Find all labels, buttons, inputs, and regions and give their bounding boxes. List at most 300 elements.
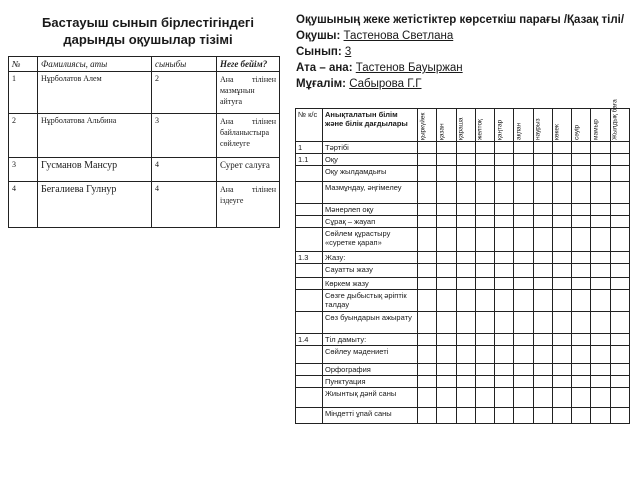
grade-cell[interactable] bbox=[552, 346, 571, 364]
grade-cell[interactable] bbox=[475, 364, 494, 376]
grade-cell[interactable] bbox=[572, 216, 591, 228]
grade-cell[interactable] bbox=[572, 228, 591, 252]
gifted-students-table bbox=[8, 56, 280, 228]
row-num bbox=[296, 408, 323, 424]
grade-cell[interactable] bbox=[475, 278, 494, 290]
grade-cell[interactable] bbox=[437, 388, 456, 408]
assessment-header bbox=[296, 12, 636, 92]
grade-cell[interactable] bbox=[572, 364, 591, 376]
grade-cell[interactable] bbox=[610, 204, 629, 216]
grade-cell[interactable] bbox=[475, 142, 494, 154]
row-num bbox=[296, 204, 323, 216]
grade-cell[interactable] bbox=[418, 166, 437, 182]
grade-cell[interactable] bbox=[456, 334, 475, 346]
grade-cell[interactable] bbox=[572, 376, 591, 388]
row-name: Гусманов Мансур bbox=[38, 158, 152, 182]
row-num bbox=[296, 376, 323, 388]
row-num bbox=[296, 346, 323, 364]
grade-cell[interactable] bbox=[418, 408, 437, 424]
grade-cell[interactable] bbox=[591, 166, 610, 182]
grade-cell[interactable] bbox=[552, 264, 571, 278]
class-line bbox=[296, 44, 636, 60]
grade-cell[interactable] bbox=[533, 142, 552, 154]
table-row bbox=[296, 182, 630, 204]
table-row bbox=[296, 154, 630, 166]
table-row bbox=[9, 114, 280, 158]
parent-label: Ата – ана: bbox=[296, 62, 353, 74]
grade-cell[interactable] bbox=[591, 216, 610, 228]
row-num bbox=[296, 312, 323, 334]
grade-cell[interactable] bbox=[437, 346, 456, 364]
grade-cell[interactable] bbox=[475, 388, 494, 408]
assessment-header-row bbox=[296, 109, 630, 142]
month-header: ақпан bbox=[514, 109, 533, 142]
row-item: Сауатты жазу bbox=[323, 264, 418, 278]
grade-cell[interactable] bbox=[610, 364, 629, 376]
grade-cell[interactable] bbox=[591, 312, 610, 334]
header-num: № bbox=[9, 57, 38, 72]
grade-cell[interactable] bbox=[495, 312, 514, 334]
grade-cell[interactable] bbox=[514, 264, 533, 278]
table-row bbox=[296, 252, 630, 264]
grade-cell[interactable] bbox=[552, 216, 571, 228]
grade-cell[interactable] bbox=[437, 166, 456, 182]
grade-cell[interactable] bbox=[591, 182, 610, 204]
grade-cell[interactable] bbox=[418, 252, 437, 264]
student-line bbox=[296, 28, 636, 44]
grade-cell[interactable] bbox=[514, 334, 533, 346]
grade-cell[interactable] bbox=[514, 154, 533, 166]
grade-cell[interactable] bbox=[475, 408, 494, 424]
grade-cell[interactable] bbox=[456, 346, 475, 364]
grade-cell[interactable] bbox=[552, 182, 571, 204]
grade-cell[interactable] bbox=[495, 346, 514, 364]
grade-cell[interactable] bbox=[475, 182, 494, 204]
row-item: Көркем жазу bbox=[323, 278, 418, 290]
grade-cell[interactable] bbox=[437, 142, 456, 154]
grade-cell[interactable] bbox=[437, 154, 456, 166]
grade-cell[interactable] bbox=[456, 278, 475, 290]
row-num: 1.1 bbox=[296, 154, 323, 166]
grade-cell[interactable] bbox=[456, 228, 475, 252]
table-row bbox=[296, 216, 630, 228]
row-skill: Ана тілінен байланыстыра сөйлеуге bbox=[217, 114, 280, 158]
grade-cell[interactable] bbox=[437, 264, 456, 278]
grade-cell[interactable] bbox=[437, 290, 456, 312]
header-name: Фамилиясы, аты bbox=[38, 57, 152, 72]
achievement-table bbox=[295, 99, 630, 424]
table-row bbox=[296, 142, 630, 154]
grade-cell[interactable] bbox=[533, 346, 552, 364]
grade-cell[interactable] bbox=[418, 346, 437, 364]
grade-cell[interactable] bbox=[572, 264, 591, 278]
month-header: қараша bbox=[456, 109, 475, 142]
grade-cell[interactable] bbox=[437, 252, 456, 264]
grade-cell[interactable] bbox=[437, 204, 456, 216]
table-row bbox=[296, 264, 630, 278]
grade-cell[interactable] bbox=[591, 388, 610, 408]
grade-cell[interactable] bbox=[418, 364, 437, 376]
grade-cell[interactable] bbox=[418, 278, 437, 290]
row-name: Нұрболатова Альбина bbox=[38, 114, 152, 158]
row-num bbox=[296, 216, 323, 228]
grade-cell[interactable] bbox=[418, 154, 437, 166]
grade-cell[interactable] bbox=[514, 364, 533, 376]
table-row bbox=[296, 290, 630, 312]
grade-cell[interactable] bbox=[533, 364, 552, 376]
row-num bbox=[296, 290, 323, 312]
grade-cell[interactable] bbox=[552, 334, 571, 346]
student-label: Оқушы: bbox=[296, 30, 341, 42]
grade-cell[interactable] bbox=[533, 290, 552, 312]
grade-cell[interactable] bbox=[514, 278, 533, 290]
grade-cell[interactable] bbox=[418, 388, 437, 408]
grade-cell[interactable] bbox=[591, 252, 610, 264]
grade-cell[interactable] bbox=[418, 228, 437, 252]
grade-cell[interactable] bbox=[572, 346, 591, 364]
grade-cell[interactable] bbox=[456, 364, 475, 376]
grade-cell[interactable] bbox=[475, 376, 494, 388]
grade-cell[interactable] bbox=[552, 142, 571, 154]
month-header: сәуір bbox=[572, 109, 591, 142]
grade-cell[interactable] bbox=[437, 312, 456, 334]
grade-cell[interactable] bbox=[533, 182, 552, 204]
grade-cell[interactable] bbox=[591, 364, 610, 376]
table-row bbox=[296, 408, 630, 424]
teacher-line bbox=[296, 76, 636, 92]
grade-cell[interactable] bbox=[437, 216, 456, 228]
month-header: қаңтар bbox=[495, 109, 514, 142]
grade-cell[interactable] bbox=[533, 166, 552, 182]
grade-cell[interactable] bbox=[591, 154, 610, 166]
grade-cell[interactable] bbox=[591, 142, 610, 154]
row-class: 3 bbox=[152, 114, 217, 158]
table-row bbox=[296, 364, 630, 376]
row-item: Тәртібі bbox=[323, 142, 418, 154]
grade-cell[interactable] bbox=[418, 334, 437, 346]
grade-cell[interactable] bbox=[495, 216, 514, 228]
grade-cell[interactable] bbox=[437, 376, 456, 388]
table-row bbox=[9, 182, 280, 228]
grade-cell[interactable] bbox=[591, 264, 610, 278]
row-num bbox=[296, 228, 323, 252]
table-row bbox=[9, 72, 280, 114]
grade-cell[interactable] bbox=[552, 408, 571, 424]
row-class: 4 bbox=[152, 158, 217, 182]
grade-cell[interactable] bbox=[456, 216, 475, 228]
row-name: Нұрболатов Алем bbox=[38, 72, 152, 114]
table-header-row bbox=[9, 57, 280, 72]
header-skill: Неге бейім? bbox=[217, 57, 280, 72]
grade-cell[interactable] bbox=[572, 388, 591, 408]
grade-cell[interactable] bbox=[514, 204, 533, 216]
grade-cell[interactable] bbox=[572, 166, 591, 182]
grade-cell[interactable] bbox=[610, 216, 629, 228]
table-row bbox=[296, 278, 630, 290]
grade-cell[interactable] bbox=[495, 166, 514, 182]
grade-cell[interactable] bbox=[533, 204, 552, 216]
parent-line bbox=[296, 60, 636, 76]
grade-cell[interactable] bbox=[456, 264, 475, 278]
grade-cell[interactable] bbox=[418, 264, 437, 278]
grade-cell[interactable] bbox=[533, 278, 552, 290]
month-header: наурыз bbox=[533, 109, 552, 142]
table-row bbox=[296, 312, 630, 334]
grade-cell[interactable] bbox=[456, 142, 475, 154]
row-skill: Сурет салуға bbox=[217, 158, 280, 182]
grade-cell[interactable] bbox=[572, 182, 591, 204]
grade-cell[interactable] bbox=[514, 312, 533, 334]
grade-cell[interactable] bbox=[591, 408, 610, 424]
header-class: сыныбы bbox=[152, 57, 217, 72]
grade-cell[interactable] bbox=[437, 182, 456, 204]
assessment-title: Оқушының жеке жетістіктер көрсеткіш парағы /Қазақ тілі/ bbox=[296, 14, 625, 26]
grade-cell[interactable] bbox=[610, 408, 629, 424]
row-item: Сұрақ – жауап bbox=[323, 216, 418, 228]
grade-cell[interactable] bbox=[475, 346, 494, 364]
grade-cell[interactable] bbox=[552, 290, 571, 312]
grade-cell[interactable] bbox=[533, 312, 552, 334]
row-item: Сөз буындарын ажырату bbox=[323, 312, 418, 334]
grade-cell[interactable] bbox=[495, 204, 514, 216]
grade-cell[interactable] bbox=[552, 252, 571, 264]
grade-cell[interactable] bbox=[456, 376, 475, 388]
grade-cell[interactable] bbox=[456, 408, 475, 424]
row-item: Жиынтық дәнй саны bbox=[323, 388, 418, 408]
grade-cell[interactable] bbox=[552, 376, 571, 388]
grade-cell[interactable] bbox=[495, 290, 514, 312]
grade-cell[interactable] bbox=[610, 166, 629, 182]
grade-cell[interactable] bbox=[495, 142, 514, 154]
grade-cell[interactable] bbox=[495, 228, 514, 252]
grade-cell[interactable] bbox=[572, 278, 591, 290]
grade-cell[interactable] bbox=[533, 408, 552, 424]
assessment-body bbox=[296, 142, 630, 424]
grade-cell[interactable] bbox=[456, 312, 475, 334]
grade-cell[interactable] bbox=[456, 182, 475, 204]
row-num: 1.3 bbox=[296, 252, 323, 264]
grade-cell[interactable] bbox=[572, 154, 591, 166]
grade-cell[interactable] bbox=[437, 278, 456, 290]
grade-cell[interactable] bbox=[437, 228, 456, 252]
grade-cell[interactable] bbox=[610, 154, 629, 166]
grade-cell[interactable] bbox=[514, 216, 533, 228]
row-item: Орфография bbox=[323, 364, 418, 376]
student-value: Тастенова Светлана bbox=[343, 30, 454, 42]
grade-cell[interactable] bbox=[418, 142, 437, 154]
grade-cell[interactable] bbox=[456, 204, 475, 216]
grade-cell[interactable] bbox=[418, 182, 437, 204]
grade-cell[interactable] bbox=[610, 376, 629, 388]
row-item: Оқу жылдамдығы bbox=[323, 166, 418, 182]
grade-cell[interactable] bbox=[456, 154, 475, 166]
month-header: Жылдық баға bbox=[610, 109, 629, 142]
grade-cell[interactable] bbox=[514, 376, 533, 388]
grade-cell[interactable] bbox=[552, 166, 571, 182]
grade-cell[interactable] bbox=[610, 334, 629, 346]
grade-cell[interactable] bbox=[572, 312, 591, 334]
grade-cell[interactable] bbox=[552, 312, 571, 334]
row-item: Сөйлем құрастыру «суретке қарап» bbox=[323, 228, 418, 252]
grade-cell[interactable] bbox=[552, 228, 571, 252]
grade-cell[interactable] bbox=[456, 290, 475, 312]
grade-cell[interactable] bbox=[418, 204, 437, 216]
grade-cell[interactable] bbox=[610, 252, 629, 264]
grade-cell[interactable] bbox=[610, 182, 629, 204]
grade-cell[interactable] bbox=[533, 216, 552, 228]
grade-cell[interactable] bbox=[552, 154, 571, 166]
grade-cell[interactable] bbox=[533, 388, 552, 408]
row-skill: Ана тілінен мазмұнын айтуға bbox=[217, 72, 280, 114]
table-row bbox=[9, 158, 280, 182]
grade-cell[interactable] bbox=[514, 290, 533, 312]
grade-cell[interactable] bbox=[591, 346, 610, 364]
row-num bbox=[296, 264, 323, 278]
grade-cell[interactable] bbox=[610, 312, 629, 334]
grade-cell[interactable] bbox=[495, 408, 514, 424]
row-item: Сөйлеу мәдениеті bbox=[323, 346, 418, 364]
grade-cell[interactable] bbox=[591, 290, 610, 312]
table-row bbox=[296, 228, 630, 252]
grade-cell[interactable] bbox=[495, 252, 514, 264]
grade-cell[interactable] bbox=[610, 346, 629, 364]
row-item: Пунктуация bbox=[323, 376, 418, 388]
grade-cell[interactable] bbox=[437, 334, 456, 346]
grade-cell[interactable] bbox=[552, 278, 571, 290]
row-num bbox=[296, 182, 323, 204]
row-num: 1 bbox=[296, 142, 323, 154]
grade-cell[interactable] bbox=[591, 228, 610, 252]
grade-cell[interactable] bbox=[591, 376, 610, 388]
grade-cell[interactable] bbox=[610, 228, 629, 252]
grade-cell[interactable] bbox=[418, 376, 437, 388]
grade-cell[interactable] bbox=[456, 252, 475, 264]
row-num: 3 bbox=[9, 158, 38, 182]
grade-cell[interactable] bbox=[533, 252, 552, 264]
grade-cell[interactable] bbox=[552, 204, 571, 216]
grade-cell[interactable] bbox=[514, 346, 533, 364]
grade-cell[interactable] bbox=[418, 312, 437, 334]
month-header: мамыр bbox=[591, 109, 610, 142]
grade-cell[interactable] bbox=[475, 204, 494, 216]
table-row bbox=[296, 376, 630, 388]
grade-cell[interactable] bbox=[514, 182, 533, 204]
grade-cell[interactable] bbox=[514, 252, 533, 264]
grade-cell[interactable] bbox=[533, 334, 552, 346]
grade-cell[interactable] bbox=[514, 388, 533, 408]
grade-cell[interactable] bbox=[610, 290, 629, 312]
grade-cell[interactable] bbox=[437, 408, 456, 424]
grade-cell[interactable] bbox=[437, 364, 456, 376]
grade-cell[interactable] bbox=[610, 264, 629, 278]
class-value: 3 bbox=[344, 46, 352, 58]
grade-cell[interactable] bbox=[475, 312, 494, 334]
row-item: Сөзге дыбыстық әріптік талдау bbox=[323, 290, 418, 312]
row-item: Тіл дамыту: bbox=[323, 334, 418, 346]
header-item: Анықталатын білім және білік дағдылары bbox=[323, 109, 418, 142]
grade-cell[interactable] bbox=[495, 334, 514, 346]
grade-cell[interactable] bbox=[572, 408, 591, 424]
grade-cell[interactable] bbox=[533, 376, 552, 388]
table-row bbox=[296, 166, 630, 182]
grade-cell[interactable] bbox=[456, 166, 475, 182]
grade-cell[interactable] bbox=[495, 278, 514, 290]
grade-cell[interactable] bbox=[514, 166, 533, 182]
grade-cell[interactable] bbox=[475, 166, 494, 182]
grade-cell[interactable] bbox=[514, 228, 533, 252]
grade-cell[interactable] bbox=[495, 182, 514, 204]
row-class: 2 bbox=[152, 72, 217, 114]
grade-cell[interactable] bbox=[475, 264, 494, 278]
row-item: Мәнерлеп оқу bbox=[323, 204, 418, 216]
table-row bbox=[296, 388, 630, 408]
grade-cell[interactable] bbox=[475, 334, 494, 346]
table-row bbox=[296, 346, 630, 364]
grade-cell[interactable] bbox=[533, 228, 552, 252]
grade-cell[interactable] bbox=[495, 154, 514, 166]
grade-cell[interactable] bbox=[495, 364, 514, 376]
grade-cell[interactable] bbox=[495, 376, 514, 388]
teacher-label: Мұғалім: bbox=[296, 78, 346, 90]
grade-cell[interactable] bbox=[591, 334, 610, 346]
month-header: көкек bbox=[552, 109, 571, 142]
grade-cell[interactable] bbox=[610, 278, 629, 290]
month-header: желтоқ bbox=[475, 109, 494, 142]
row-skill: Ана тілінен іздеуге bbox=[217, 182, 280, 228]
table-row bbox=[296, 334, 630, 346]
row-num: 1 bbox=[9, 72, 38, 114]
row-num bbox=[296, 388, 323, 408]
grade-cell[interactable] bbox=[552, 364, 571, 376]
month-header: қыркүйек bbox=[418, 109, 437, 142]
table-row bbox=[296, 204, 630, 216]
grade-cell[interactable] bbox=[514, 142, 533, 154]
row-num bbox=[296, 364, 323, 376]
grade-cell[interactable] bbox=[572, 204, 591, 216]
grade-cell[interactable] bbox=[610, 388, 629, 408]
grade-cell[interactable] bbox=[456, 388, 475, 408]
teacher-value: Сабырова Г.Г bbox=[349, 78, 422, 90]
row-item: Оқу bbox=[323, 154, 418, 166]
month-header: қазан bbox=[437, 109, 456, 142]
grade-cell[interactable] bbox=[572, 334, 591, 346]
grade-cell[interactable] bbox=[572, 290, 591, 312]
grade-cell[interactable] bbox=[418, 216, 437, 228]
row-num bbox=[296, 278, 323, 290]
grade-cell[interactable] bbox=[418, 290, 437, 312]
grade-cell[interactable] bbox=[610, 142, 629, 154]
row-num bbox=[296, 166, 323, 182]
grade-cell[interactable] bbox=[475, 290, 494, 312]
grade-cell[interactable] bbox=[514, 408, 533, 424]
grade-cell[interactable] bbox=[475, 228, 494, 252]
grade-cell[interactable] bbox=[475, 216, 494, 228]
grade-cell[interactable] bbox=[552, 388, 571, 408]
row-item: Міндетті ұпай саны bbox=[323, 408, 418, 424]
grade-cell[interactable] bbox=[572, 252, 591, 264]
grade-cell[interactable] bbox=[475, 252, 494, 264]
row-num: 2 bbox=[9, 114, 38, 158]
grade-cell[interactable] bbox=[533, 264, 552, 278]
grade-cell[interactable] bbox=[591, 204, 610, 216]
grade-cell[interactable] bbox=[572, 142, 591, 154]
grade-cell[interactable] bbox=[475, 154, 494, 166]
grade-cell[interactable] bbox=[591, 278, 610, 290]
row-name: Бегалиева Гулнур bbox=[38, 182, 152, 228]
grade-cell[interactable] bbox=[495, 388, 514, 408]
grade-cell[interactable] bbox=[495, 264, 514, 278]
grade-cell[interactable] bbox=[533, 154, 552, 166]
